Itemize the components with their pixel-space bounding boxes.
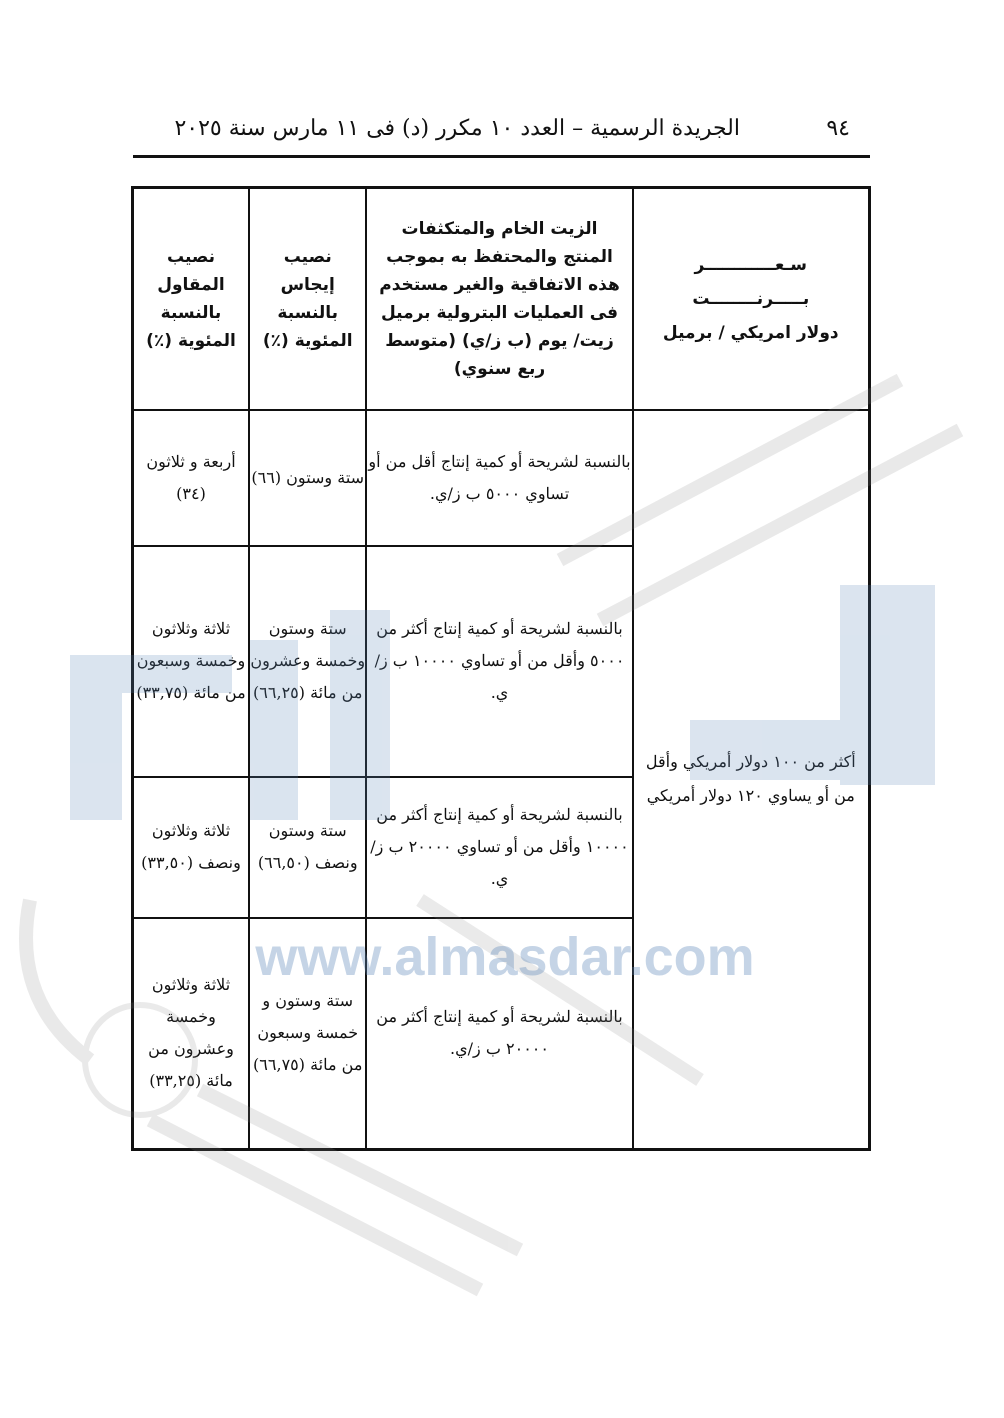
egas-share-cell: ستة وستون و خمسة وسبعون من مائة (٦٦,٧٥) [249, 918, 366, 1150]
table-header-row [133, 188, 870, 410]
gazette-title: الجريدة الرسمية – العدد ١٠ مكرر (د) فى ١١ مارس سنة ٢٠٢٥ [174, 116, 740, 141]
egas-share-cell: ستة وستون وخمسة وعشرون من مائة (٦٦,٢٥) [249, 546, 366, 777]
header-brent-line3: دولار امريكي / برميل [662, 322, 839, 343]
contractor-share-cell: ثلاثة وثلاثون وخمسة وسبعون من مائة (٣٣,٧٥) [133, 546, 250, 777]
contractor-share-cell: ثلاثة وثلاثون ونصف (٣٣,٥٠) [133, 777, 250, 918]
header-brent-price [633, 188, 870, 410]
header-rule [133, 155, 870, 158]
price-range-cell: أكثر من ١٠٠ دولار أمريكي وأقل من أو يساوي ١٢٠ دولار أمريكي [633, 410, 870, 1150]
tranche-desc: بالنسبة لشريحة أو كمية إنتاج أكثر من ٥٠٠٠ وأقل من أو تساوي ١٠٠٠٠ ب ز/ي. [366, 546, 632, 777]
page-number: ٩٤ [826, 116, 850, 141]
header-egas-share: نصيب إيجاس بالنسبة المئوية (٪) [249, 188, 366, 410]
header-oil-production: الزيت الخام والمتكثفات المنتج والمحتفظ به بموجب هذه الاتفاقية والغير مستخدم فى العمليات البترولية برميل زيت/ يوم (ب ز/ي) (متوسط ربع سنوي) [366, 188, 632, 410]
watermark-url: www.almasdar.com [255, 927, 755, 987]
production-sharing-table [131, 186, 871, 1151]
header-brent-line1: سـعــــــــــــر [694, 254, 807, 275]
tranche-desc: بالنسبة لشريحة أو كمية إنتاج أكثر من ١٠٠٠٠ وأقل من أو تساوي ٢٠٠٠٠ ب ز/ي. [366, 777, 632, 918]
egas-share-cell: ستة وستون ونصف (٦٦,٥٠) [249, 777, 366, 918]
header-contractor-share: نصيب المقاول بالنسبة المئوية (٪) [133, 188, 250, 410]
tranche-desc: بالنسبة لشريحة أو كمية إنتاج أقل من أو تساوي ٥٠٠٠ ب ز/ي. [366, 410, 632, 546]
table-row [133, 410, 870, 546]
header-brent-line2: بـــــرنــــــــت [692, 288, 810, 309]
tranche-desc: بالنسبة لشريحة أو كمية إنتاج أكثر من ٢٠٠٠٠ ب ز/ي. [366, 918, 632, 1150]
contractor-share-cell: ثلاثة وثلاثون وخمسة وعشرون من مائة (٣٣,٢٥) [133, 918, 250, 1150]
contractor-share-cell: أربعة و ثلاثون (٣٤) [133, 410, 250, 546]
page-header [133, 116, 870, 146]
egas-share-cell: ستة وستون (٦٦) [249, 410, 366, 546]
